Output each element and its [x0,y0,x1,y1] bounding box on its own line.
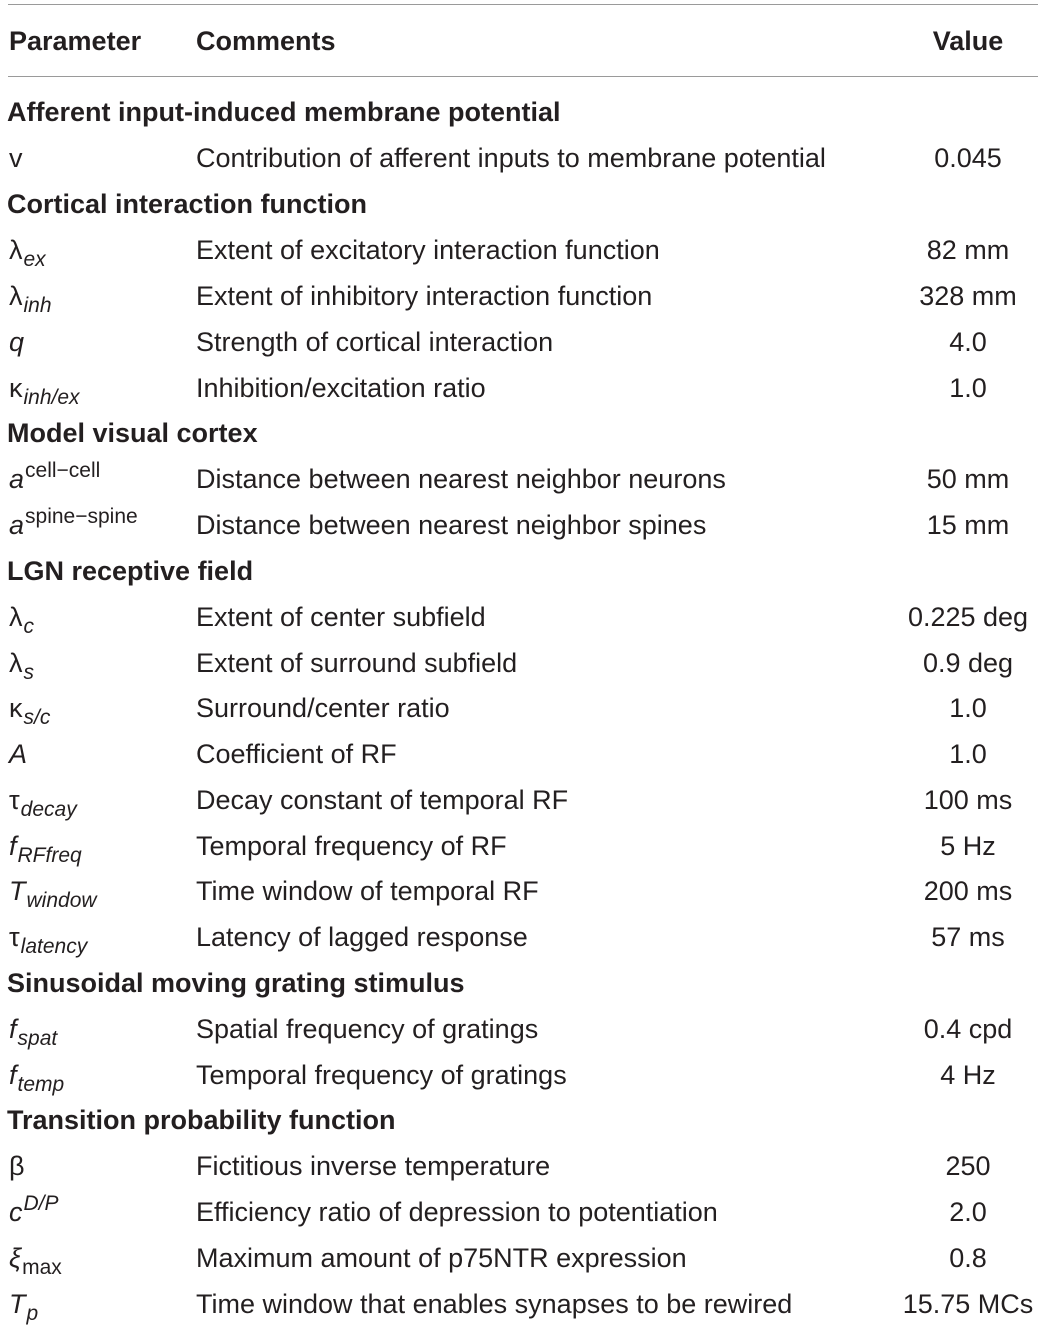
parameter-symbol: $a^{cell-cell}$ [9,459,101,494]
parameter-comment: Distance between nearest neighbor neurons [196,464,726,494]
parameter-symbol: β [9,1151,25,1181]
section-heading: LGN receptive field [7,556,254,586]
table-row [0,731,1044,777]
table-row [0,135,1044,181]
parameter-value: 1.0 [949,693,987,723]
parameter-comment: Strength of cortical interaction [196,327,554,357]
parameter-comment: Efficiency ratio of depression to potentiation [196,1197,718,1227]
table-row [0,1281,1044,1327]
parameter-symbol: $\lambda_c$ [9,602,34,638]
table-row [0,1006,1044,1052]
table-row [0,594,1044,640]
parameter-symbol: $\tau_{decay}$ [9,785,77,821]
parameter-comment: Contribution of afferent inputs to membrane potential [196,143,826,173]
parameter-symbol: $a^{spine-spine}$ [9,505,138,540]
parameter-comment: Maximum amount of p75NTR expression [196,1243,687,1273]
parameter-symbol: $f_{temp}$ [9,1060,65,1096]
parameter-symbol: q [9,327,25,357]
parameter-comment: Temporal frequency of RF [196,831,507,861]
parameter-symbol: $\kappa_{s/c}$ [9,693,51,729]
parameter-comment: Inhibition/excitation ratio [196,373,486,403]
section-heading: Cortical interaction function [7,189,368,219]
parameter-symbol: $f_{spat}$ [9,1014,58,1050]
parameter-comment: Coefficient of RF [196,739,397,769]
table-row [0,685,1044,731]
parameter-symbol: $\lambda_{ex}$ [9,235,46,271]
header-parameter: Parameter [9,26,142,56]
parameter-comment: Latency of lagged response [196,922,528,952]
header-value: Value [932,26,1004,56]
table-row [0,456,1044,502]
table-row [0,365,1044,411]
table-row [0,1235,1044,1281]
table-row [0,1189,1044,1235]
parameter-comment: Decay constant of temporal RF [196,785,569,815]
parameter-value: 15 mm [926,510,1010,540]
parameter-symbol: $T_p$ [9,1289,39,1325]
parameter-comment: Fictitious inverse temperature [196,1151,551,1181]
table-row [0,1143,1044,1189]
parameter-value: 250 [945,1151,991,1181]
parameter-value: 5 Hz [940,831,996,861]
parameter-comment: Extent of surround subfield [196,648,518,678]
parameter-value: 2.0 [949,1197,987,1227]
parameter-value: 50 mm [926,464,1010,494]
parameter-symbol: $\kappa_{inh/ex}$ [9,373,80,409]
table-row [0,319,1044,365]
parameter-value: 4 Hz [940,1060,996,1090]
parameter-symbol: $\tau_{latency}$ [9,922,88,958]
table-row [0,914,1044,960]
parameter-value: 1.0 [949,739,987,769]
parameter-value: 100 ms [923,785,1013,815]
table-row [0,273,1044,319]
section-heading: Sinusoidal moving grating stimulus [7,968,465,998]
top-rule [8,4,1038,5]
table-header-row [0,18,1044,64]
parameter-value: 0.4 cpd [923,1014,1013,1044]
section-heading: Model visual cortex [7,418,258,448]
parameter-value: 4.0 [949,327,987,357]
table-row [0,868,1044,914]
parameter-value: 0.225 deg [907,602,1029,632]
parameter-comment: Spatial frequency of gratings [196,1014,539,1044]
parameter-comment: Time window that enables synapses to be rewired [196,1289,793,1319]
parameter-value: 0.9 deg [922,648,1014,678]
table-row [0,777,1044,823]
parameter-symbol: A [9,739,28,769]
parameter-symbol: $c^{D/P}$ [9,1192,59,1227]
parameter-value: 57 ms [931,922,1005,952]
parameter-comment: Extent of center subfield [196,602,486,632]
parameter-symbol: v [9,143,23,173]
table-row [0,823,1044,869]
parameter-comment: Extent of inhibitory interaction function [196,281,653,311]
parameter-value: 328 mm [919,281,1017,311]
table-row [0,502,1044,548]
table-row [0,1052,1044,1098]
parameter-symbol: $\xi_{max}$ [9,1243,62,1279]
table-row [0,227,1044,273]
parameter-symbol: $\lambda_s$ [9,648,34,684]
parameter-value: 0.045 [934,143,1002,173]
parameter-comment: Surround/center ratio [196,693,450,723]
parameter-comment: Distance between nearest neighbor spines [196,510,707,540]
parameter-comment: Temporal frequency of gratings [196,1060,567,1090]
parameter-symbol: $T_{window}$ [9,876,97,912]
parameter-value: 200 ms [923,876,1013,906]
parameter-comment: Extent of excitatory interaction function [196,235,660,265]
section-heading: Transition probability function [7,1105,396,1135]
parameter-value: 82 mm [926,235,1010,265]
parameter-comment: Time window of temporal RF [196,876,539,906]
header-comments: Comments [196,26,336,56]
table-row [0,640,1044,686]
header-rule [8,76,1038,77]
parameter-value: 15.75 MCs [902,1289,1034,1319]
parameter-value: 0.8 [949,1243,987,1273]
parameter-symbol: $\lambda_{inh}$ [9,281,52,317]
parameter-value: 1.0 [949,373,987,403]
parameter-symbol: $f_{RFfreq}$ [9,831,82,867]
section-heading: Afferent input-induced membrane potential [7,97,561,127]
